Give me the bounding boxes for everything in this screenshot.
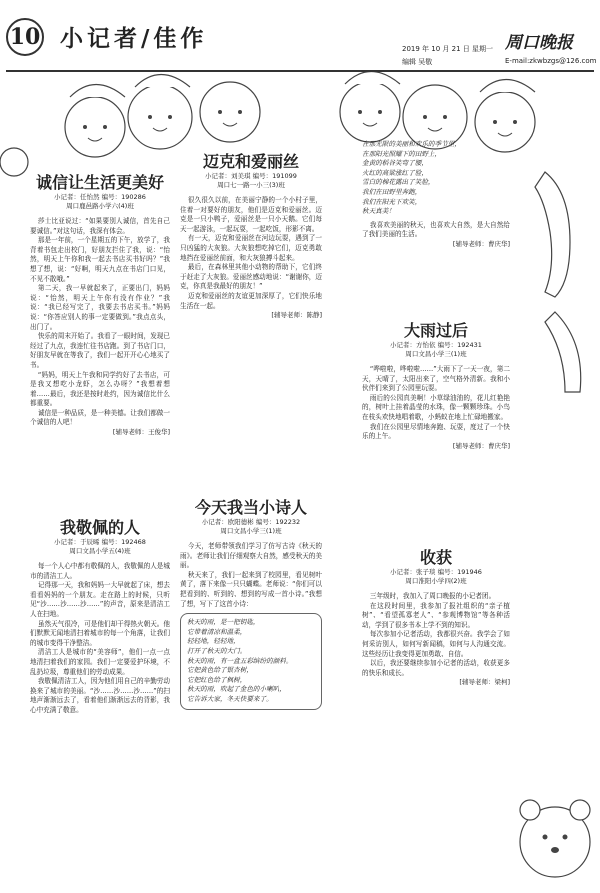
poem-line: 秋天真美！: [362, 207, 395, 216]
paragraph: 秋天来了，我们一起来到了校园里，看见树叶黄了，落下来像一只只蝴蝶。老师说：“你们可以把看到的、听到的、想到的写成一首小诗。”我想了想，写下了这首小诗：: [180, 570, 322, 608]
article-title: 迈克和爱丽丝: [202, 152, 299, 171]
article-michael: [180, 145, 322, 320]
school-line: 周口淮阳小学四(2)班: [405, 577, 467, 585]
reporter-line: 小记者：方怡依 编号：192431: [390, 341, 482, 349]
poem-line: 秋天的雨，有一盒五彩缤纷的颜料。: [187, 656, 293, 665]
newspaper-logo: 周口晚报: [505, 33, 573, 53]
paragraph: 我敬佩清洁工人，因为他们用自己的辛勤劳动换来了城市的美丽。“沙……沙……沙……”的扫地声渐渐远去了，看着他们渐渐远去的背影，我心中充满了敬意。: [30, 677, 170, 714]
bear-illustration: [520, 800, 590, 877]
paragraph: 雨后的公园真美啊！小草绿油油的，花儿红艳艳的，树叶上挂着晶莹的水珠，像一颗颗珍珠。小鸟在枝头欢快地唱着歌，小蚂蚁在地上忙碌地搬家。: [362, 393, 510, 421]
paragraph: 清洁工人是城市的“美容师”，他们一点一点地清扫着我们的家园。我们一定要爱护环境，不乱扔垃圾，尊重他们的劳动成果。: [30, 648, 170, 676]
paragraph: 在这段时间里，我参加了报社组织的“亲子植树”、“看望孤寡老人”、“参观博物馆”等各种活动，学到了很多书本上学不到的知识。: [362, 601, 510, 629]
poem-line: 在那阳光照耀下的田野上，: [362, 149, 442, 158]
reporter-line: 小记者：欧阳德彬 编号：192232: [201, 518, 301, 526]
article-body: [180, 196, 322, 311]
paragraph: 每一个人心中都有敬佩的人，我敬佩的人是城市的清洁工人。: [30, 562, 170, 580]
paragraph: 虽然天气很冷，可是他们却干得热火朝天。他们默默无闻地清扫着城市的每一个角落，让我们的城市变得干净整洁。: [30, 619, 170, 647]
reporter-line: 小记者：任怡然 编号：190286: [54, 193, 146, 201]
mascot-illustration: [0, 148, 28, 176]
hand-illustration: [535, 172, 581, 392]
poem-line: 在那无限的美丽和欢乐的季节里，: [362, 140, 461, 148]
paragraph: 诚信是一种品质，是一种美德。让我们都做一个诚信的人吧！: [30, 408, 170, 427]
reporter-line: 小记者：刘美琪 编号：191099: [205, 172, 297, 180]
poem-block: [362, 140, 510, 217]
article-body: [30, 217, 170, 428]
paragraph: 今天，老师带领我们学习了仿写古诗《秋天的雨》。老师让我们仔细观察大自然，感受秋天的美丽。: [180, 542, 322, 570]
paragraph: 记得那一天，我和妈妈一大早就起了床，想去看看妈妈的一个朋友。走在路上的时候，只听见“沙……沙……沙……”的声音，原来是清洁工人在扫地。: [30, 581, 170, 618]
editors: 编辑 吴敬: [402, 58, 433, 66]
advisor-credit: [辅导老师：陈静]: [271, 311, 322, 320]
poem-line: 我们在阳光下欢笑，: [362, 197, 422, 206]
article-rain: [362, 318, 510, 451]
article-title: 今天我当小诗人: [194, 498, 307, 517]
article-jing-pei: [30, 515, 170, 716]
issue-date: 2019 年 10 月 21 日 星期一: [402, 45, 493, 53]
section-title: 小记者/佳作: [60, 25, 208, 52]
school-line: 周口文昌小学五(4)班: [69, 547, 131, 555]
contact-email: E-mail:zkwbzgs@126.com: [505, 57, 597, 65]
advisor-credit: [辅导老师：王俊华]: [112, 428, 170, 437]
article-poet: [180, 495, 322, 710]
paragraph: 莎士比亚说过：“如果要别人诚信，首先自己要诚信。”对这句话，我深有体会。: [30, 217, 170, 235]
poem-box: [180, 613, 322, 709]
reporter-line: 小记者：张子琰 编号：191946: [390, 568, 482, 576]
advisor-credit: [辅导老师：梁柯]: [459, 678, 510, 687]
article-body: [362, 365, 510, 442]
advisor-credit: [辅导老师：曹庆华]: [452, 441, 510, 450]
poem-line: 金黄的稻谷笑弯了腰，: [362, 159, 428, 168]
paragraph: 我们在公园里尽情地奔跑、玩耍，度过了一个快乐的上午。: [362, 422, 510, 441]
paragraph: “哗啦啦，哗啦啦……”大雨下了一天一夜，第二天，天晴了，太阳出来了，空气格外清新。我和小伙伴们来到了公园里玩耍。: [362, 365, 510, 393]
poem-line: 打开了秋天的大门。: [187, 646, 247, 655]
poem-line: 它把红色给了枫树，: [187, 675, 247, 684]
poem-line: 它把黄色给了银杏树，: [187, 666, 253, 675]
poem-line: 它带着清凉和温柔，: [187, 627, 247, 636]
paragraph: 有一天，迈克和爱丽丝在河边玩耍，遇到了一只凶猛的大灰狼。大灰狼想吃掉它们，迈克勇敢地挡在爱丽丝前面，和大灰狼搏斗起来。: [180, 234, 322, 262]
poem-line: 秋天的雨，是一把钥匙，: [187, 618, 260, 627]
paragraph: 那是一年前，一个星期五的下午，放学了，我背着书包走出校门，好朋友拦住了我，说：“怡然，明天上午你和我一起去书店买书好吗？”我想了想，说：“好啊，明天九点在书店门口见，不见不散哦。”: [30, 236, 170, 283]
article-title: 诚信让生活更美好: [35, 173, 164, 192]
paragraph: 迈克和爱丽丝的友谊更加深厚了，它们快乐地生活在一起。: [180, 291, 322, 310]
paragraph: 以后，我还要继续参加小记者的活动，收获更多的快乐和成长。: [362, 659, 510, 677]
article-cheng-xin: [30, 170, 170, 437]
advisor-credit: [辅导老师：曹庆华]: [452, 239, 510, 248]
paragraph: 每次参加小记者活动，我都很兴奋。我学会了如何采访别人，如何写新闻稿，如何与人沟通交流。这些经历让我变得更加勇敢、自信。: [362, 630, 510, 658]
paragraph: 第二天，我一早就起来了，正要出门，妈妈说：“怡然，明天上午你有没有作业？”我说：“我已经写完了，我要去书店买书。”妈妈说：“你答应别人的事一定要做到。”我点点头，出门了。: [30, 284, 170, 331]
poem-line: 火红的高粱涨红了脸，: [362, 168, 428, 177]
article-title: 大雨过后: [403, 321, 468, 340]
school-line: 周口七一路一小三(3)班: [217, 181, 285, 189]
article-body: [30, 562, 170, 716]
paragraph: “妈妈，明天上午我和同学约好了去书店，可是我又想吃小龙虾，怎么办呀？”我想着想着……最后，我还是按时赴约，因为诚信比什么都重要。: [30, 370, 170, 408]
article-body: [362, 592, 510, 678]
article-autumn-poem: [362, 140, 510, 249]
paragraph: 最后，在森林里其他小动物的帮助下，它们终于赶走了大灰狼。爱丽丝感动地说：“谢谢你，迈克，你真是我最好的朋友！”: [180, 263, 322, 291]
poem-line: 秋天的雨，吹起了金色的小喇叭，: [187, 685, 286, 694]
poem-line: 它告诉大家，冬天快要来了。: [187, 694, 273, 703]
article-title: 我敬佩的人: [59, 518, 140, 537]
paragraph: 很久很久以前，在美丽宁静的一个小村子里，住着一对要好的朋友，他们是迈克和爱丽丝。迈克是一只小鸭子，爱丽丝是一只小天鹅。它们每天一起游泳，一起玩耍，一起吃饭，形影不离。: [180, 196, 322, 233]
school-line: 周口文昌小学三(1)班: [405, 350, 467, 358]
paragraph: 快乐的周末开始了。我看了一眼时间，发现已经过了九点，我连忙往书店跑。到了书店门口，好朋友早就在等我了，我们一起开开心心地买了书。: [30, 332, 170, 369]
school-line: 周口鹿邑路小学六(4)班: [66, 202, 134, 210]
article-title: 收获: [419, 548, 452, 567]
page-number: 10: [6, 18, 44, 56]
poem-line: 我们在田野里奔跑，: [362, 187, 422, 196]
article-harvest: [362, 545, 510, 687]
school-line: 周口文昌小学三(1)班: [220, 527, 282, 535]
poem-line: 轻轻地，轻轻地，: [187, 637, 240, 646]
closing-paragraph: 我喜欢美丽的秋天，也喜欢大自然，是大自然给了我们美丽的生活。: [362, 220, 510, 239]
poem-line: 雪白的棉花露出了笑脸，: [362, 178, 435, 187]
reporter-line: 小记者：于辰晞 编号：192468: [54, 538, 146, 546]
paragraph: 三年级时，我加入了周口晚报的小记者团。: [369, 592, 496, 600]
article-body: [180, 542, 322, 609]
